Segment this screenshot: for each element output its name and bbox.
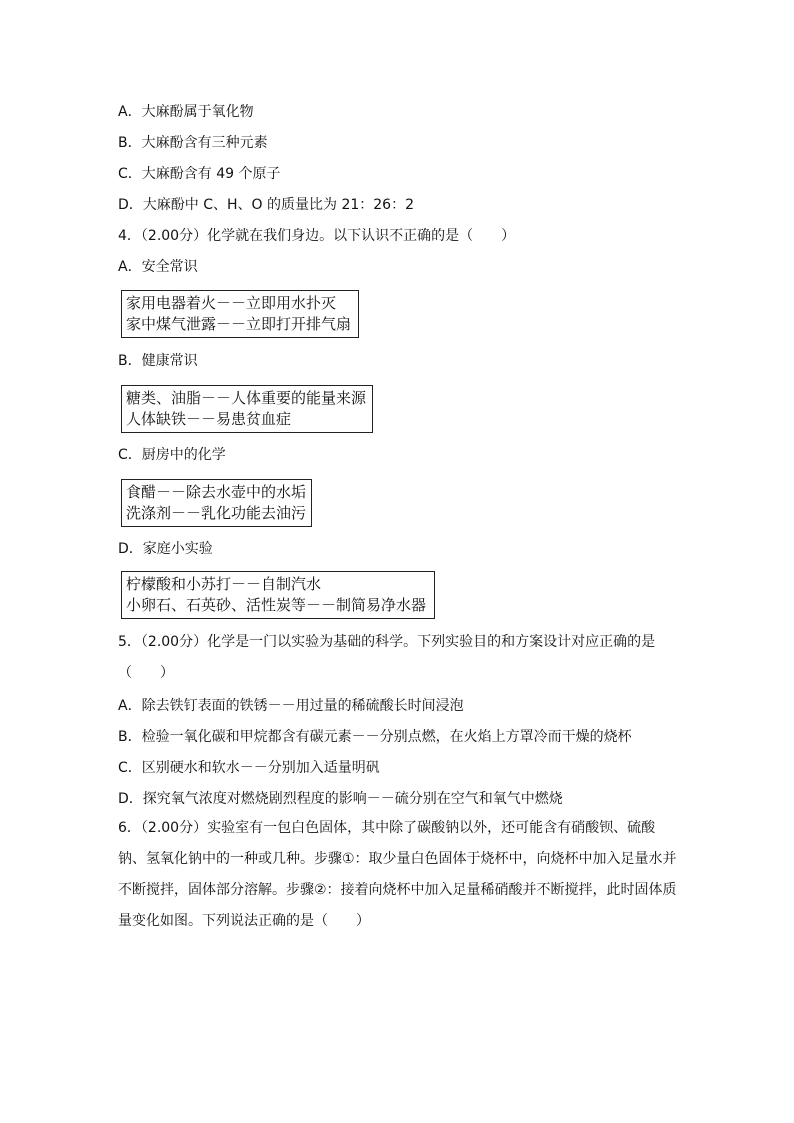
q4-option-b-line-1: 糖类、油脂－－人体重要的能量来源 bbox=[126, 389, 367, 407]
q3-option-d: D．大麻酚中 C、H、O 的质量比为 21：26：2 bbox=[118, 197, 414, 213]
q4-option-d-box bbox=[121, 571, 435, 619]
q3-option-a: A．大麻酚属于氧化物 bbox=[118, 104, 254, 120]
q4-option-c-line-1: 食醋－－除去水壶中的水垢 bbox=[126, 483, 307, 501]
q5-option-b: B．检验一氧化碳和甲烷都含有碳元素－－分别点燃，在火焰上方罩冷而干燥的烧杯 bbox=[118, 729, 632, 745]
q4-option-a-line-2: 家中煤气泄露－－立即打开排气扇 bbox=[126, 315, 352, 333]
q4-option-c-box bbox=[121, 479, 312, 527]
q4-option-b-label: B．健康常识 bbox=[118, 353, 198, 369]
q3-option-b: B．大麻酚含有三种元素 bbox=[118, 135, 268, 151]
q4-option-d-line-1: 柠檬酸和小苏打－－自制汽水 bbox=[126, 575, 322, 593]
q4-option-d-line-2: 小卵石、石英砂、活性炭等－－制简易净水器 bbox=[126, 596, 427, 614]
q4-option-c-line-2: 洗涤剂－－乳化功能去油污 bbox=[126, 504, 307, 522]
q4-stem: 4．（2.00分）化学就在我们身边。以下认识不正确的是（ ） bbox=[118, 228, 516, 244]
q4-option-b-line-2: 人体缺铁－－易患贫血症 bbox=[126, 410, 292, 428]
q4-option-c-label: C．厨房中的化学 bbox=[118, 447, 226, 463]
q4-option-b-box bbox=[121, 385, 373, 433]
q5-option-d: D．探究氧气浓度对燃烧剧烈程度的影响－－硫分别在空气和氧气中燃烧 bbox=[118, 791, 563, 807]
q5-option-c: C．区别硬水和软水－－分别加入适量明矾 bbox=[118, 760, 380, 776]
q6-stem: 6．（2.00分）实验室有一包白色固体，其中除了碳酸钠以外，还可能含有硝酸钡、硫酸钠、氢氧化钠中的一种或几种。步骤①：取少量白色固体于烧杯中，向烧杯中加入足量水并不断搅拌，固体部分溶解。步骤②：接着向烧杯中加入足量稀硝酸并不断搅拌，此时固体质量变化如图。下列说法正确的是（ ） bbox=[118, 820, 677, 929]
q5-option-a: A．除去铁钉表面的铁锈－－用过量的稀硫酸长时间浸泡 bbox=[118, 698, 464, 714]
q4-option-a-line-1: 家用电器着火－－立即用水扑灭 bbox=[126, 294, 337, 312]
q4-option-d-label: D．家庭小实验 bbox=[118, 541, 213, 557]
q4-option-a-box bbox=[121, 290, 359, 338]
q3-option-c: C．大麻酚含有 49 个原子 bbox=[118, 166, 281, 182]
q4-option-a-label: A．安全常识 bbox=[118, 259, 198, 275]
q5-stem: 5．（2.00分）化学是一门以实验为基础的科学。下列实验目的和方案设计对应正确的是（ ） bbox=[118, 634, 656, 681]
